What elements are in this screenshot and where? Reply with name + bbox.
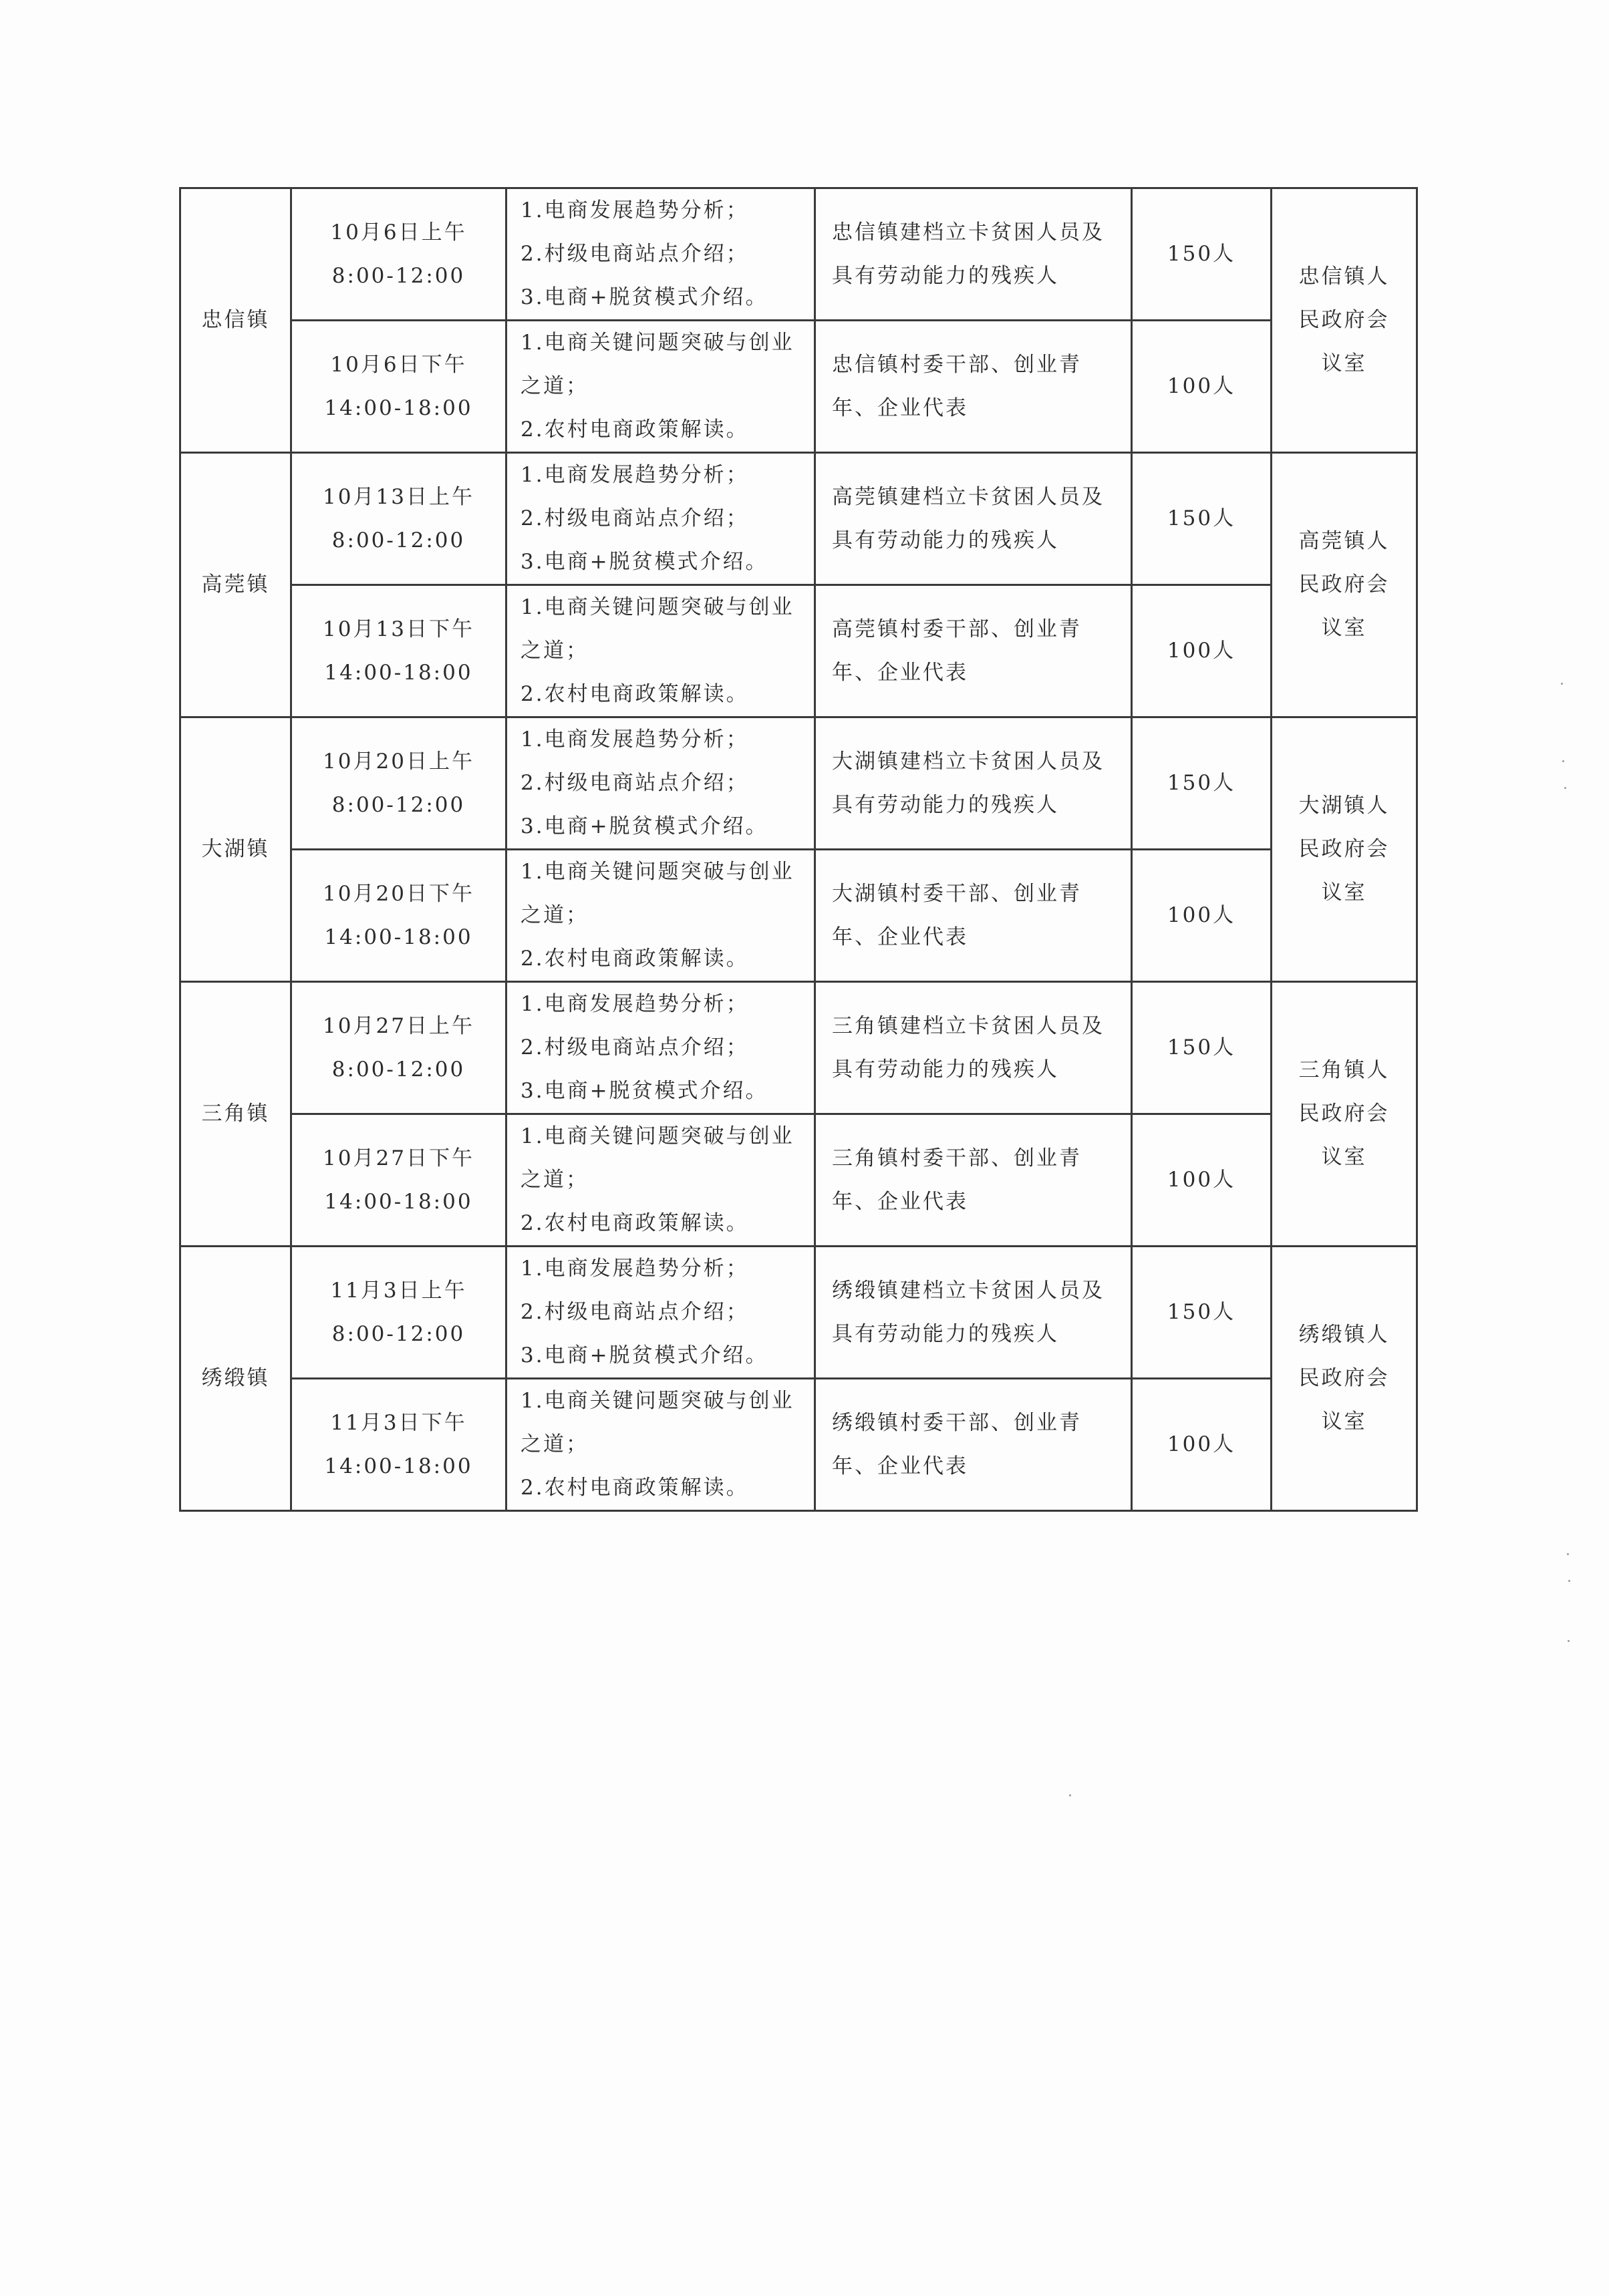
session-time-cell — [291, 1247, 506, 1379]
session-hours: 8:00-12:00 — [331, 1057, 466, 1082]
session-date: 10月20日下午 — [323, 881, 474, 906]
town-name-cell: 忠信镇 — [180, 188, 291, 453]
session-time-cell — [291, 188, 506, 321]
content-item: 3.电商+脱贫模式介绍。 — [521, 550, 768, 574]
content-item: 2.农村电商政策解读。 — [521, 1211, 749, 1235]
session-time-cell — [291, 1379, 506, 1511]
participants-cell: 忠信镇村委干部、创业青年、企业代表 — [815, 321, 1132, 453]
content-item: 1.电商发展趋势分析； — [521, 198, 749, 222]
table-row — [180, 1379, 1417, 1511]
content-item: 3.电商+脱贫模式介绍。 — [521, 285, 768, 309]
session-hours: 14:00-18:00 — [324, 925, 473, 949]
content-item: 2.农村电商政策解读。 — [521, 418, 749, 442]
participants-cell: 忠信镇建档立卡贫困人员及具有劳动能力的残疾人 — [815, 188, 1132, 321]
session-date: 11月3日上午 — [330, 1278, 467, 1303]
content-item: 2.村级电商站点介绍； — [521, 242, 749, 266]
headcount-cell: 100人 — [1132, 585, 1272, 717]
town-name-cell: 大湖镇 — [180, 717, 291, 982]
town-name-cell: 绣缎镇 — [180, 1247, 291, 1511]
content-item: 3.电商+脱贫模式介绍。 — [521, 814, 768, 838]
content-item: 1.电商发展趋势分析； — [521, 1257, 749, 1281]
content-item: 1.电商关键问题突破与创业之道； — [521, 595, 794, 663]
scan-speck — [1069, 1794, 1071, 1796]
session-time-cell — [291, 585, 506, 717]
session-date: 10月27日下午 — [323, 1146, 474, 1170]
session-date: 11月3日下午 — [330, 1410, 467, 1435]
content-item: 2.村级电商站点介绍； — [521, 1300, 749, 1324]
session-hours: 14:00-18:00 — [324, 395, 473, 420]
content-item: 2.村级电商站点介绍； — [521, 1035, 749, 1059]
town-name-cell: 三角镇 — [180, 982, 291, 1247]
content-item: 1.电商发展趋势分析； — [521, 727, 749, 752]
session-content-cell — [506, 321, 815, 453]
headcount-cell: 150人 — [1132, 982, 1272, 1114]
session-time-cell — [291, 453, 506, 585]
session-date: 10月13日下午 — [323, 617, 474, 641]
session-time-cell — [291, 717, 506, 850]
content-item: 2.农村电商政策解读。 — [521, 947, 749, 971]
session-hours: 14:00-18:00 — [324, 660, 473, 685]
session-time-cell — [291, 321, 506, 453]
table-row — [180, 1114, 1417, 1247]
table-row — [180, 321, 1417, 453]
session-content-cell — [506, 850, 815, 982]
session-content-cell — [506, 453, 815, 585]
table-row — [180, 188, 1417, 321]
session-date: 10月13日上午 — [323, 484, 474, 509]
venue-cell: 忠信镇人民政府会议室 — [1272, 188, 1417, 453]
scan-speck — [1568, 1640, 1570, 1642]
session-hours: 8:00-12:00 — [331, 792, 466, 817]
scan-speck — [1564, 787, 1566, 789]
session-hours: 8:00-12:00 — [331, 1321, 466, 1346]
content-item: 1.电商关键问题突破与创业之道； — [521, 1389, 794, 1456]
session-hours: 8:00-12:00 — [331, 528, 466, 552]
session-hours: 14:00-18:00 — [324, 1454, 473, 1478]
content-item: 3.电商+脱贫模式介绍。 — [521, 1343, 768, 1367]
session-content-cell — [506, 1114, 815, 1247]
session-date: 10月6日上午 — [330, 220, 467, 244]
table-row — [180, 453, 1417, 585]
session-time-cell — [291, 982, 506, 1114]
session-date: 10月27日上午 — [323, 1013, 474, 1038]
headcount-cell: 100人 — [1132, 850, 1272, 982]
scan-speck — [1562, 760, 1564, 762]
content-item: 3.电商+脱贫模式介绍。 — [521, 1079, 768, 1103]
session-content-cell — [506, 717, 815, 850]
participants-cell: 绣缎镇村委干部、创业青年、企业代表 — [815, 1379, 1132, 1511]
headcount-cell: 150人 — [1132, 1247, 1272, 1379]
table-row — [180, 982, 1417, 1114]
scan-speck — [1568, 1580, 1570, 1582]
content-item: 1.电商发展趋势分析； — [521, 463, 749, 487]
table-row — [180, 585, 1417, 717]
venue-cell: 大湖镇人民政府会议室 — [1272, 717, 1417, 982]
content-item: 2.村级电商站点介绍； — [521, 506, 749, 530]
session-date: 10月20日上午 — [323, 749, 474, 774]
session-content-cell — [506, 188, 815, 321]
participants-cell: 大湖镇建档立卡贫困人员及具有劳动能力的残疾人 — [815, 717, 1132, 850]
content-item: 2.农村电商政策解读。 — [521, 1476, 749, 1500]
session-time-cell — [291, 850, 506, 982]
table-row — [180, 850, 1417, 982]
venue-cell: 三角镇人民政府会议室 — [1272, 982, 1417, 1247]
headcount-cell: 100人 — [1132, 1379, 1272, 1511]
session-hours: 8:00-12:00 — [331, 263, 466, 288]
session-content-cell — [506, 585, 815, 717]
content-item: 1.电商关键问题突破与创业之道； — [521, 860, 794, 927]
participants-cell: 高莞镇建档立卡贫困人员及具有劳动能力的残疾人 — [815, 453, 1132, 585]
participants-cell: 高莞镇村委干部、创业青年、企业代表 — [815, 585, 1132, 717]
session-content-cell — [506, 982, 815, 1114]
content-item: 2.农村电商政策解读。 — [521, 682, 749, 706]
venue-cell: 高莞镇人民政府会议室 — [1272, 453, 1417, 717]
headcount-cell: 150人 — [1132, 188, 1272, 321]
participants-cell: 三角镇建档立卡贫困人员及具有劳动能力的残疾人 — [815, 982, 1132, 1114]
content-item: 1.电商关键问题突破与创业之道； — [521, 1124, 794, 1192]
session-date: 10月6日下午 — [330, 352, 467, 377]
session-content-cell — [506, 1247, 815, 1379]
participants-cell: 绣缎镇建档立卡贫困人员及具有劳动能力的残疾人 — [815, 1247, 1132, 1379]
table-row — [180, 1247, 1417, 1379]
participants-cell: 三角镇村委干部、创业青年、企业代表 — [815, 1114, 1132, 1247]
headcount-cell: 150人 — [1132, 717, 1272, 850]
venue-cell: 绣缎镇人民政府会议室 — [1272, 1247, 1417, 1511]
participants-cell: 大湖镇村委干部、创业青年、企业代表 — [815, 850, 1132, 982]
town-name-cell: 高莞镇 — [180, 453, 291, 717]
session-time-cell — [291, 1114, 506, 1247]
scan-speck — [1561, 683, 1563, 685]
table-row — [180, 717, 1417, 850]
headcount-cell: 150人 — [1132, 453, 1272, 585]
session-hours: 14:00-18:00 — [324, 1189, 473, 1214]
content-item: 2.村级电商站点介绍； — [521, 771, 749, 795]
headcount-cell: 100人 — [1132, 321, 1272, 453]
content-item: 1.电商发展趋势分析； — [521, 992, 749, 1016]
scan-speck — [1567, 1553, 1569, 1555]
training-schedule-table — [179, 187, 1418, 1512]
content-item: 1.电商关键问题突破与创业之道； — [521, 331, 794, 398]
session-content-cell — [506, 1379, 815, 1511]
headcount-cell: 100人 — [1132, 1114, 1272, 1247]
schedule-body — [180, 188, 1417, 1511]
